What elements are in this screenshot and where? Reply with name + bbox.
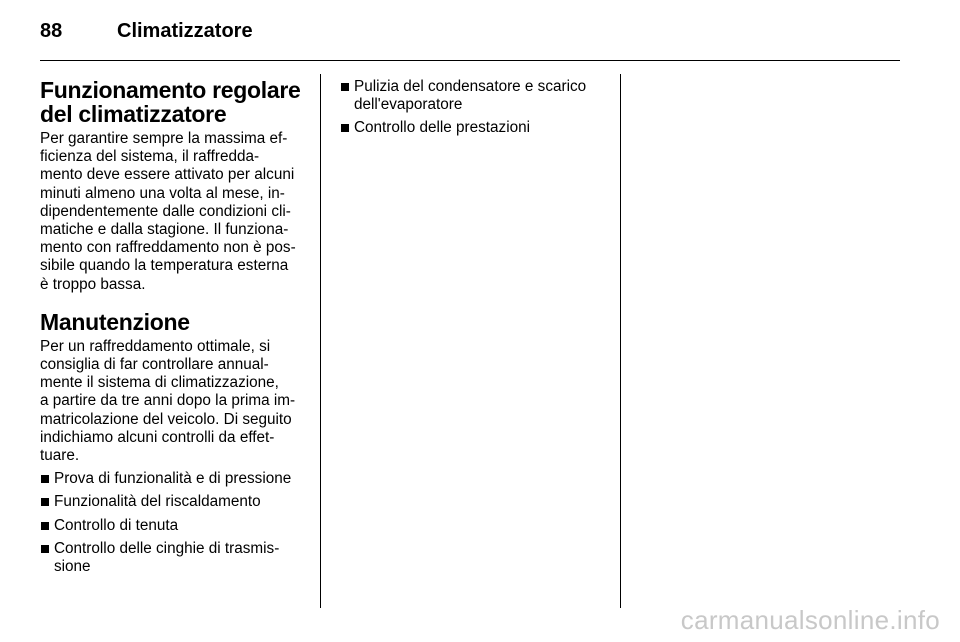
text-line: Per un raffreddamento ottimale, si — [40, 337, 271, 355]
chapter-title: Climatizzatore — [117, 20, 253, 42]
text-line: è troppo bassa. — [40, 275, 146, 293]
list-item-text: Pulizia del condensatore e scarico — [354, 78, 587, 95]
text-line: dipendentemente dalle condizioni cli- — [40, 202, 291, 220]
maintenance-paragraph — [40, 338, 306, 465]
list-item-text: Funzionalità del riscaldamento — [54, 493, 261, 511]
bullet-square-icon — [341, 83, 349, 91]
section-title-maintenance: Manutenzione — [40, 308, 190, 335]
text-line: ficienza del sistema, il raffredda- — [40, 148, 260, 166]
header-rule — [40, 60, 900, 61]
text-line: a partire da tre anni dopo la prima im- — [40, 392, 296, 410]
section-title-line: del climatizzatore — [40, 101, 227, 127]
list-item-text: Prova di funzionalità e di pressione — [54, 470, 292, 488]
bullet-square-icon — [341, 124, 349, 132]
maintenance-checks-list — [40, 470, 306, 576]
text-line: tuare. — [40, 447, 80, 465]
list-item — [340, 78, 606, 114]
text-line: minuti almeno una volta al mese, in- — [40, 184, 285, 202]
page-header — [40, 20, 900, 48]
bullet-square-icon — [41, 545, 49, 553]
list-item-text: Controllo delle prestazioni — [354, 119, 531, 137]
middle-column — [340, 78, 606, 138]
column-divider — [320, 74, 321, 608]
maintenance-checks-list-continued — [340, 78, 606, 138]
list-item-text: sione — [54, 558, 91, 576]
bullet-square-icon — [41, 522, 49, 530]
text-line: mento con raffreddamento non è pos- — [40, 239, 296, 257]
text-line: matricolazione del veicolo. Di seguito — [40, 410, 292, 428]
list-item-text: Controllo delle cinghie di trasmis- — [54, 539, 280, 557]
text-line: Per garantire sempre la massima ef- — [40, 130, 288, 147]
list-item-text: Controllo di tenuta — [54, 516, 179, 534]
section-title-regular-operation — [40, 78, 306, 126]
text-line: indichiamo alcuni controlli da effet- — [40, 428, 275, 446]
list-item — [40, 470, 306, 488]
page-number: 88 — [40, 20, 63, 42]
list-item — [340, 119, 606, 137]
bullet-square-icon — [41, 475, 49, 483]
list-item-text: dell'evaporatore — [354, 96, 463, 114]
text-line: mente il sistema di climatizzazione, — [40, 374, 279, 392]
left-column — [40, 78, 306, 576]
list-item — [40, 517, 306, 535]
watermark: carmanualsonline.info — [680, 605, 940, 635]
list-item — [40, 540, 306, 576]
text-line: consiglia di far controllare annual- — [40, 356, 269, 374]
regular-operation-paragraph — [40, 130, 306, 294]
text-line: matiche e dalla stagione. Il funziona- — [40, 221, 289, 239]
bullet-square-icon — [41, 498, 49, 506]
text-line: mento deve essere attivato per alcuni — [40, 166, 295, 184]
section-title-line: Funzionamento regolare — [40, 77, 301, 103]
text-line: sibile quando la temperatura esterna — [40, 257, 289, 275]
column-divider — [620, 74, 621, 608]
list-item — [40, 493, 306, 511]
